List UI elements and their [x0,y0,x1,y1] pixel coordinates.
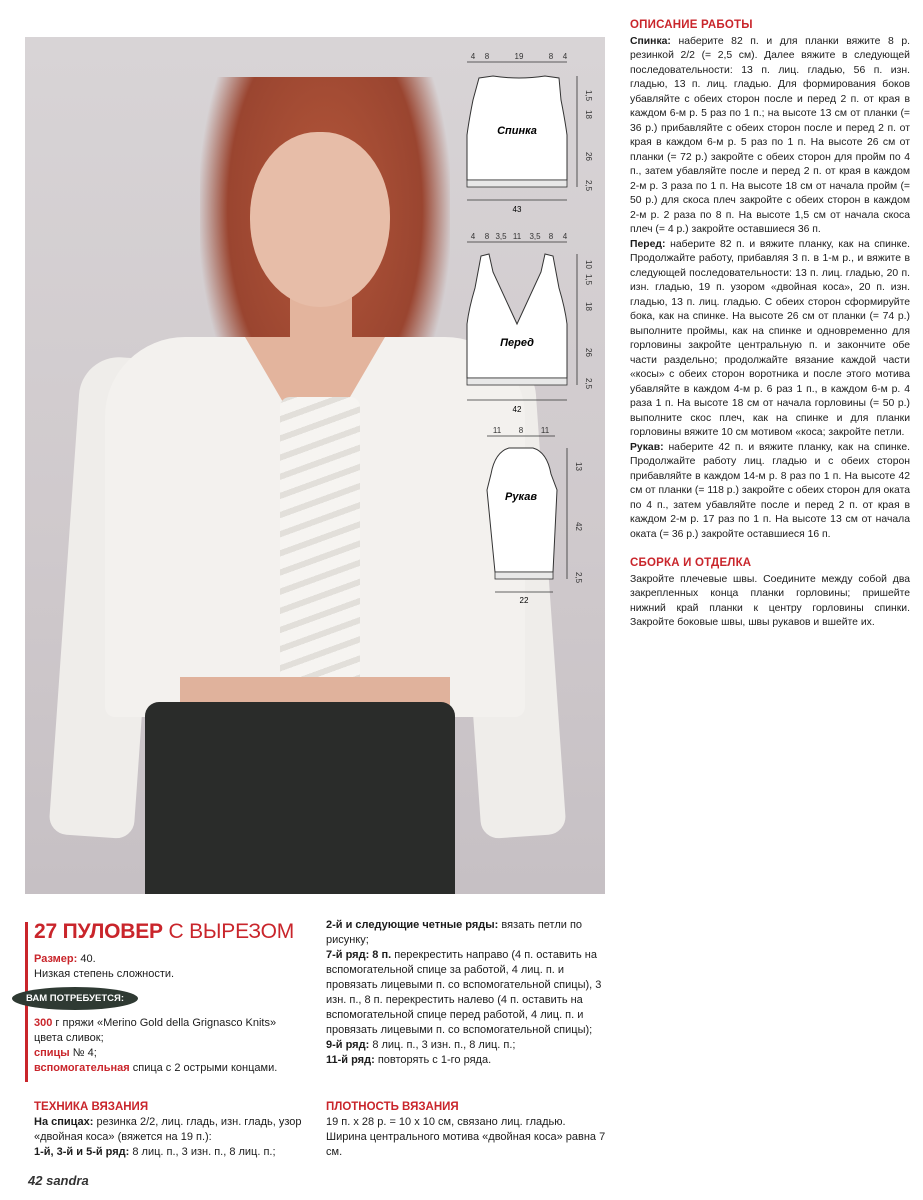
size-label: Размер: [34,953,78,965]
back-schematic [455,50,605,215]
aux-needle-line [34,1061,304,1076]
aux-text: спица с 2 острыми концами. [132,1062,278,1074]
even-text: вязать петли по рисунку; [326,919,583,946]
front-instructions [630,238,910,441]
even-label: 2-й и следующие четные ряды: [326,919,499,931]
back-instructions [630,35,910,238]
row11-label: 11-й ряд: [326,1054,375,1066]
size-line [34,952,304,967]
row11-text: повторять с 1-го ряда. [377,1054,492,1066]
pattern-rows [326,918,606,1068]
sleeve-label: Рукав: [630,441,664,453]
materials-badge: ВАМ ПОТРЕБУЕТСЯ: [12,987,138,1010]
density-text2: Ширина центрального мотива «двойная коса» равна 7 см. [326,1131,606,1158]
dim-top: 11 [540,426,550,435]
technique-needles-text: резинка 2/2, лиц. гладь, изн. гладь, узор «двойная коса» (вяжется на 19 п.): [34,1116,302,1143]
front-label: Перед: [630,238,666,250]
row11 [326,1053,606,1068]
dim-bottom: 22 [519,596,529,605]
requirements [26,952,304,1076]
dim-top: 8 [548,52,554,61]
back-text: наберите 82 п. и для планки вяжите 8 р. резинкой 2/2 (= 2,5 см). Далее вяжите в следующей последовательности: 13 п. лиц. гладью, 56 п. изн. гладью, 13 п. лиц. гладью. Для формирования боков убавляйте с обеих сторон после и перед 2 п. от края в каждом 6-м р. 5 раз по 1 п.; на высоте 13 см от планки (= 36 р.) прибавляйте с обеих сторон после и перед 2 п. от края в каждом 6-м р. 5 раз по 1 п. На высоте 26 см от планки (= 72 р.) закройте с обеих сторон для пройм по 4 п., затем убавляйте после и перед 2 п. от края в каждом 2-м р. 3 раза по 1 п. На высоте 18 см от начала пройм (= 50 р.) для скоса плеч закройте с обеих сторон в каждом 2-м р. 2 раза по 8 п. На высоте 1,5 см от начала скоса плеч (= 4 р.) закройте оставшиеся 36 п. [630,35,910,235]
dim-side: 2,5 [574,572,583,584]
even-rows [326,918,606,948]
diagram-label: Спинка [497,125,537,137]
dim-top: 19 [514,52,524,61]
assembly-heading: СБОРКА И ОТДЕЛКА [630,557,752,569]
technique-row1 [34,1145,314,1160]
dim-top: 4 [470,52,476,61]
work-description [630,18,910,631]
row1-label: 1-й, 3-й и 5-й ряд: [34,1146,130,1158]
front-text: наберите 82 п. и вяжите планку, как на спинке. Продолжайте работу, прибавляя 3 п. в 1-м р., и вяжите в следующей последовательности: 13 п. лиц. гладью, 20 п. изн. гладью, 19 п. узором «двойная коса», 20 п. изн. гладью, 13 п. лиц. гладью. С обеих сторон сформируйте бока, как на спинке. На высоте 26 см от планки (= 74 р.) выполните проймы, как на спинке и одновременно для горловины закройте центральную п. и закончите обе части раздельно; продолжайте вязание каждой части «косы» с обеих сторон воротника и после этого мотива убавляйте в каждом 4-м р. 6 раз 1 п., в каждом 6-м р. 4 раза 1 п. На высоте 18 см от начала горловины (= 50 р.) выполните скос плеч, как на спинке и для планки горловины вяжите 10 см мотивом «коса; закройте петли. [630,238,911,438]
page-title [34,920,294,944]
technique [34,1100,314,1160]
technique-needles [34,1115,314,1145]
size-value: 40. [80,953,96,965]
row7-label: 7-й ряд: 8 п. [326,949,392,961]
pants [145,702,455,894]
back-diagram [455,50,605,215]
dim-top: 8 [518,426,524,435]
title-sub: С ВЫРЕЗОМ [168,920,295,943]
density-heading: ПЛОТНОСТЬ ВЯЗАНИЯ [326,1101,459,1113]
dim-top: 3,5 [529,232,541,241]
face [250,132,390,307]
yarn-amount: 300 [34,1017,53,1029]
row9-label: 9-й ряд: [326,1039,370,1051]
row7 [326,948,606,1038]
diagram-label: Рукав [505,491,537,503]
needles-label: спицы [34,1047,70,1059]
sleeve-diagram [475,422,595,607]
sleeve-text: наберите 42 п. и вяжите планку, как на спинке. Продолжайте работу лиц. гладью и с обеих сторон прибавляйте в каждом 14-м р. 8 раз по 1 п. На высоте 42 см от планки (= 118 р.) закройте с обеих сторон для оката по 4 п., затем убавляйте после и перед 2 п. от края в каждом 2-м р. 17 раз по 1 п. На высоте 13 см от начала оката (= 36 р.) закройте оставшиеся 16 п. [630,441,910,540]
aux-label: вспомогательная [34,1062,130,1074]
row9 [326,1038,606,1053]
dim-top: 8 [484,232,490,241]
dim-side: 1,5 [584,90,593,102]
difficulty: Низкая степень сложности. [34,968,175,980]
title-main: ПУЛОВЕР [62,920,163,943]
dim-side: 10 [584,260,593,269]
dim-bottom: 42 [512,405,522,414]
dim-side: 18 [584,110,593,119]
dim-top: 4 [470,232,476,241]
dim-top: 4 [562,232,568,241]
dim-top: 8 [548,232,554,241]
dim-bottom: 43 [512,205,522,214]
dim-side: 42 [574,522,583,531]
work-heading: ОПИСАНИЕ РАБОТЫ [630,19,753,31]
dim-top: 11 [492,426,502,435]
page-footer [28,1173,89,1188]
density-text1: 19 п. х 28 р. = 10 х 10 см, связано лиц. гладью. [326,1116,566,1128]
dim-side: 13 [574,462,583,471]
magazine-brand: sandra [46,1173,89,1188]
front-diagram [455,228,605,418]
dim-top: 4 [562,52,568,61]
sleeve-schematic [475,422,595,607]
dim-top: 8 [484,52,490,61]
row1-text: 8 лиц. п., 3 изн. п., 8 лиц. п.; [132,1146,276,1158]
dim-side: 2,5 [584,180,593,192]
page-number: 42 [28,1173,43,1188]
technique-heading: ТЕХНИКА ВЯЗАНИЯ [34,1101,149,1113]
front-schematic [455,228,605,418]
dim-side: 2,5 [584,378,593,390]
dim-side: 18 [584,302,593,311]
dim-side: 26 [584,152,593,161]
needles-value: № 4; [72,1047,97,1059]
dim-top: 3,5 [495,232,507,241]
dim-side: 26 [584,348,593,357]
yarn-text: г пряжи «Merino Gold della Grignasco Knits» цвета сливок; [34,1017,277,1044]
density [326,1100,606,1160]
row7-text: перекрестить направо (4 п. оставить на вспомогательной спице за работой, 4 лиц. п. и провязать лицевыми п. со вспомогательной спицы), 3 изн. п., 8 п. перекрестить налево (4 п. оставить на вспомогательной спице перед работой, 4 лиц. п. и провязать лицевыми п. со вспомогательной спицы); [326,949,602,1036]
pattern-number: 27 [34,920,57,943]
needles-line [34,1046,304,1061]
back-label: Спинка: [630,35,671,47]
technique-needles-label: На спицах: [34,1116,94,1128]
sleeve-instructions [630,441,910,543]
assembly-text: Закройте плечевые швы. Соедините между собой два закрепленных конца планки горловины; пришейте нижний край планки к центру горловины спинки. Закройте боковые швы, швы рукавов и вшейте их. [630,573,910,628]
row9-text: 8 лиц. п., 3 изн. п., 8 лиц. п.; [372,1039,516,1051]
yarn-line [34,1016,304,1046]
dim-side: 1,5 [584,274,593,286]
diagram-label: Перед [500,337,534,349]
dim-top: 11 [512,232,522,241]
cable-motif [280,397,360,697]
